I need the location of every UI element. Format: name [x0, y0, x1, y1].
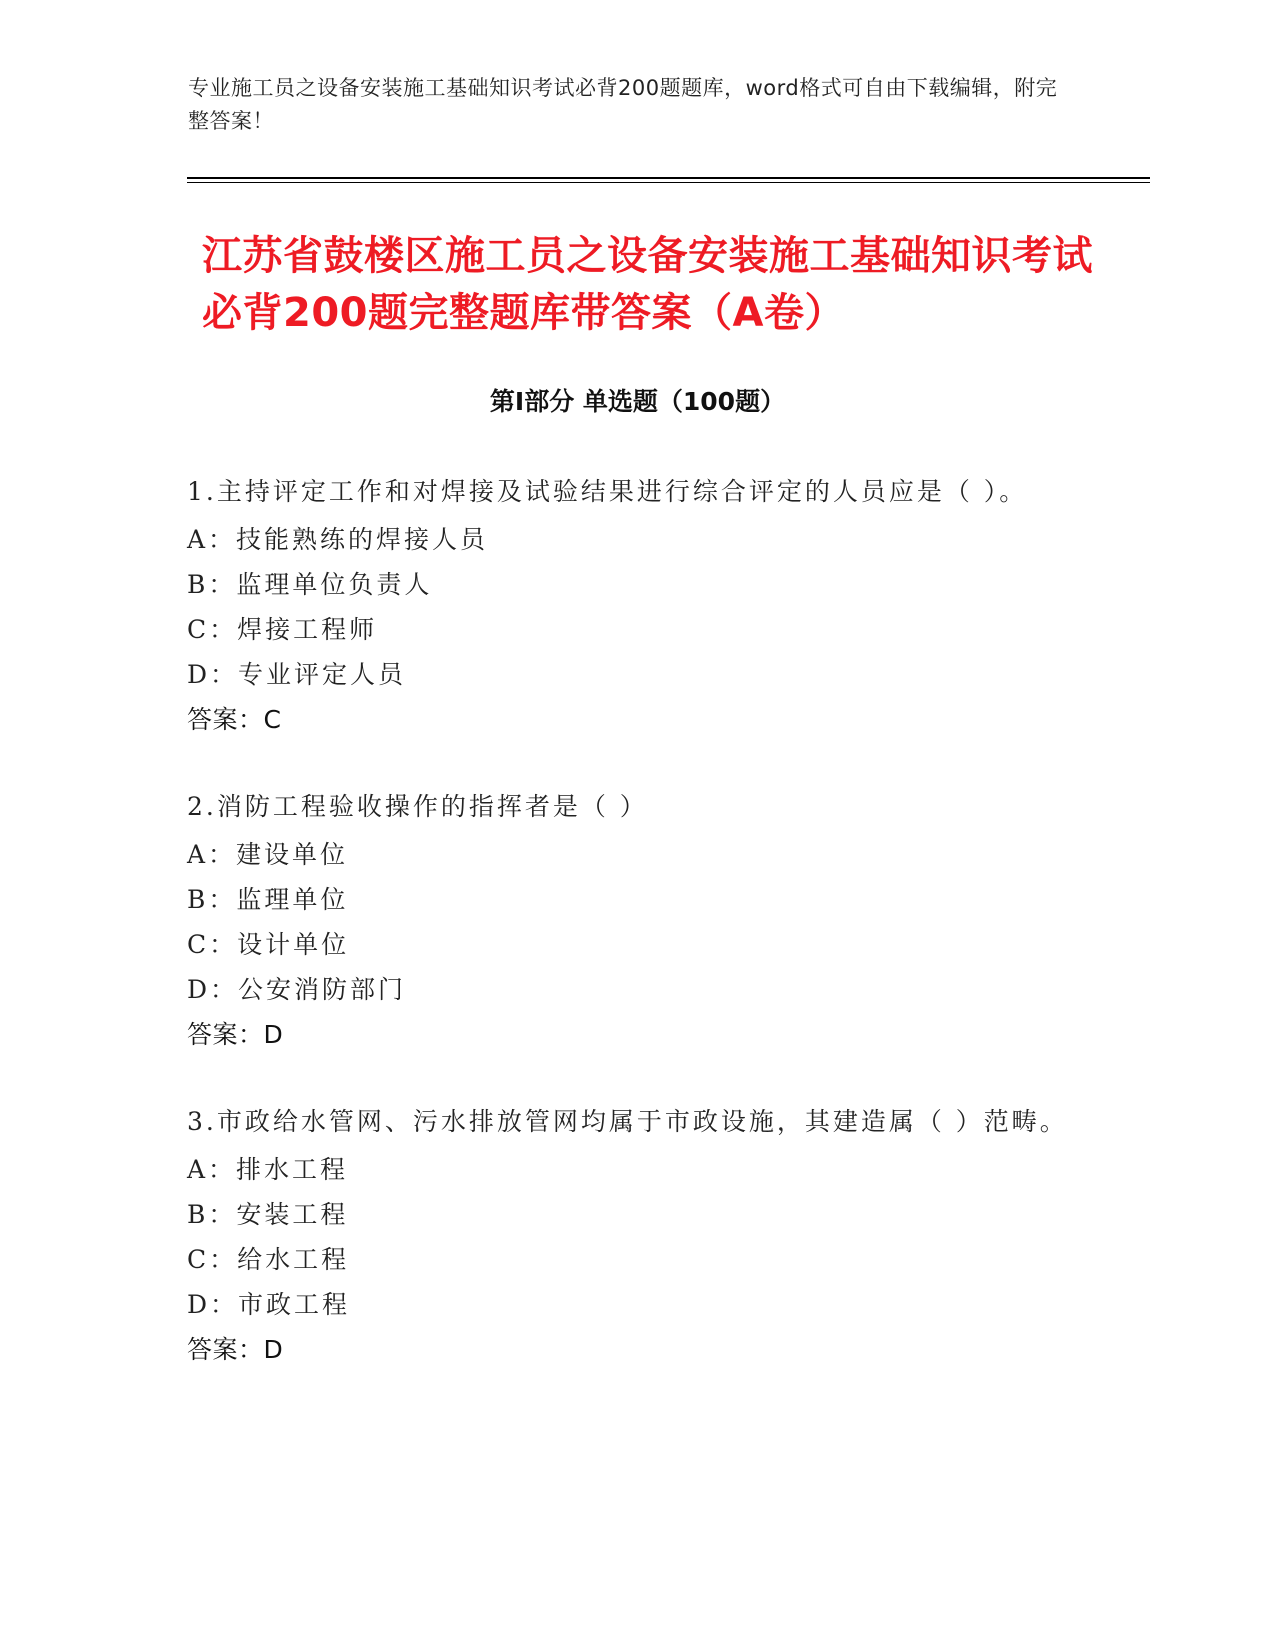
question-3: [187, 1097, 1087, 1372]
option-c: C：设计单位: [187, 930, 350, 959]
question-stem: 2.消防工程验收操作的指挥者是（ ）: [187, 792, 648, 821]
answer: 答案：C: [187, 705, 282, 734]
header-divider-thick: [187, 177, 1150, 179]
option-b: B：安装工程: [187, 1200, 349, 1229]
option-d: D：专业评定人员: [187, 660, 407, 689]
question-2: [187, 782, 1087, 1057]
option-a: A：技能熟练的焊接人员: [187, 525, 489, 554]
option-b: B：监理单位: [187, 885, 349, 914]
option-c: C：给水工程: [187, 1245, 350, 1274]
question-stem: 1.主持评定工作和对焊接及试验结果进行综合评定的人员应是（ ）。: [187, 477, 1028, 506]
document-title: 江苏省鼓楼区施工员之设备安装施工基础知识考试必背200题完整题库带答案（A卷）: [202, 233, 1093, 336]
option-b: B：监理单位负责人: [187, 570, 433, 599]
option-a: A：排水工程: [187, 1155, 349, 1184]
question-1: [187, 467, 1087, 742]
answer: 答案：D: [187, 1335, 284, 1364]
section-title: 第Ⅰ部分 单选题（100题）: [489, 387, 786, 416]
option-d: D：市政工程: [187, 1290, 351, 1319]
option-d: D：公安消防部门: [187, 975, 407, 1004]
header-divider-thin: [187, 182, 1150, 183]
option-a: A：建设单位: [187, 840, 349, 869]
header-note: 专业施工员之设备安装施工基础知识考试必背200题题库，word格式可自由下载编辑，附完整答案！: [188, 76, 1058, 133]
option-c: C：焊接工程师: [187, 615, 378, 644]
question-stem: 3.市政给水管网、污水排放管网均属于市政设施，其建造属（ ）范畴。: [187, 1107, 1068, 1136]
answer: 答案：D: [187, 1020, 284, 1049]
